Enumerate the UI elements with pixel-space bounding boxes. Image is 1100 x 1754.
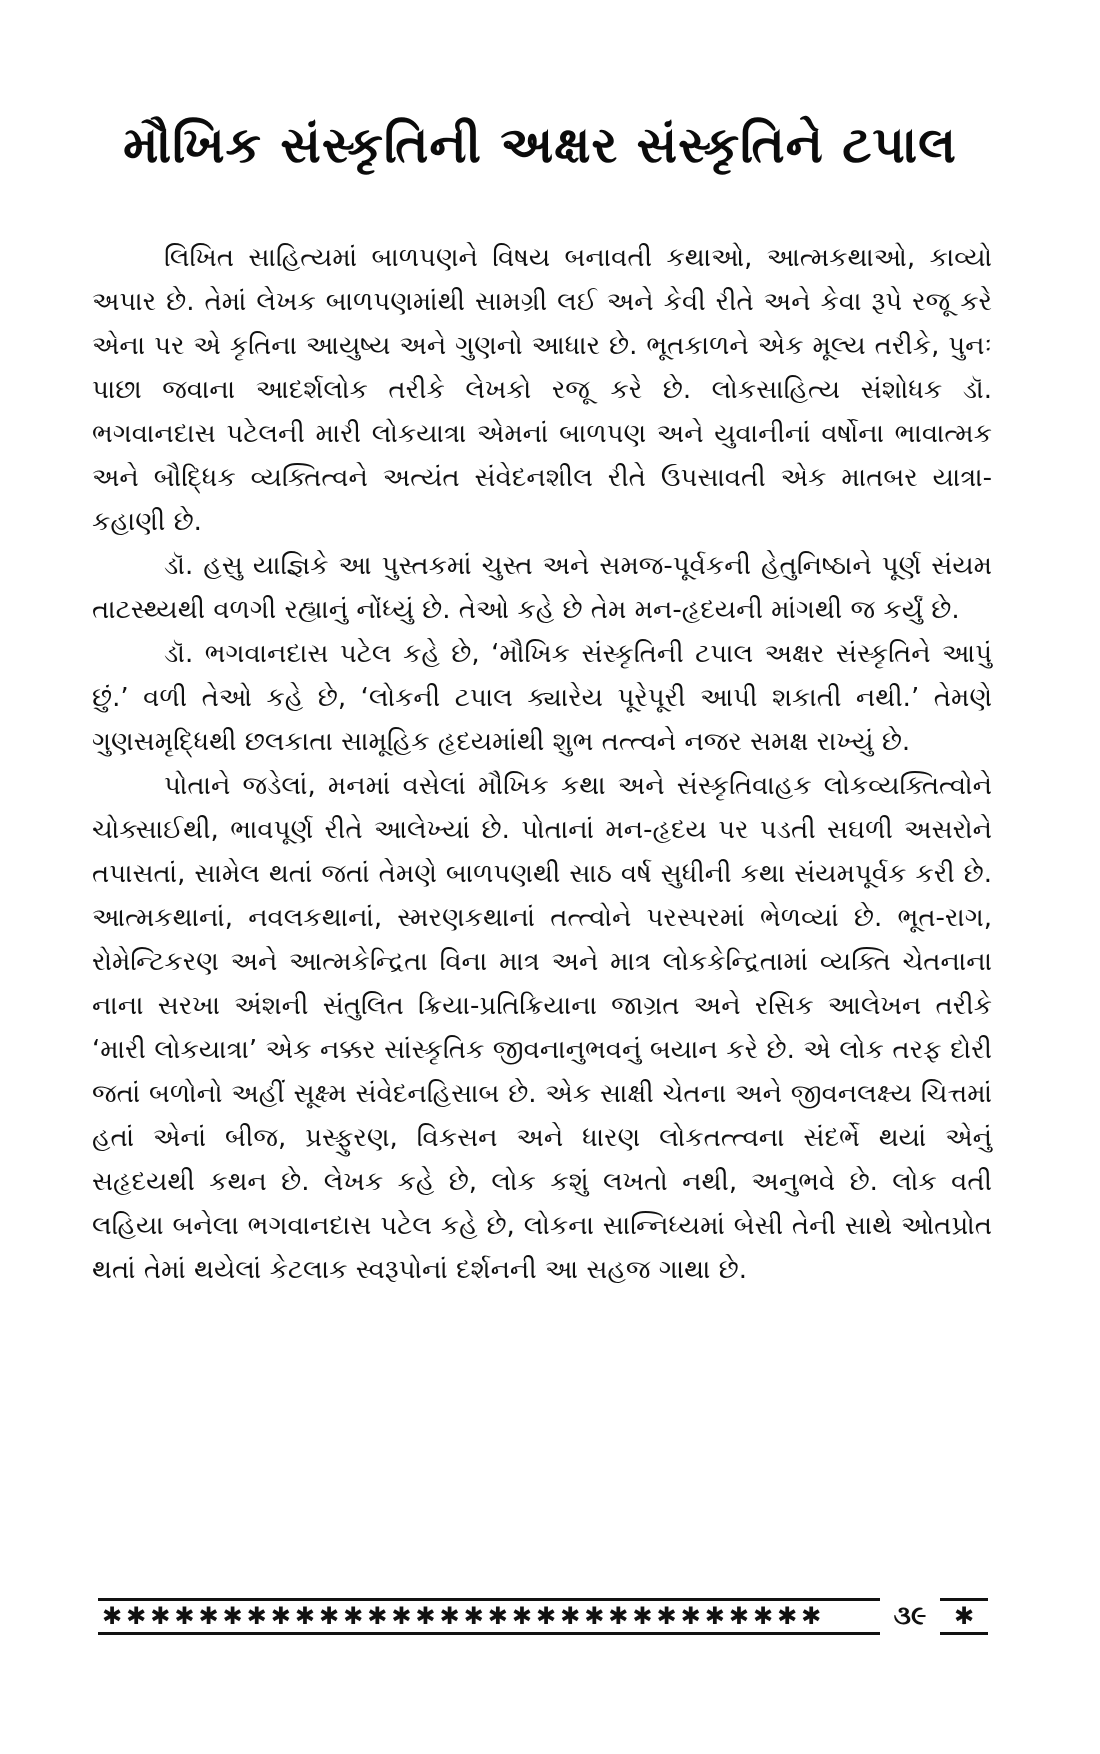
- footer-end-star-icon: ✱: [953, 1602, 975, 1630]
- paragraph-2: ડૉ. હસુ યાજ્ઞિકે આ પુસ્તકમાં ચુસ્ત અને સમજ-પૂર્વકની હેતુનિષ્ઠાને પૂર્ણ સંયમ તાટસ્થ્યથી વળગી રહ્યાનું નોંધ્યું છે. તેઓ કહે છે તેમ મન-હૃદયની માંગથી જ કર્યું છે.: [92, 551, 992, 625]
- footer-star-ornament: ✱✱✱✱✱✱✱✱✱✱✱✱✱✱✱✱✱✱✱✱✱✱✱✱✱✱✱✱✱✱: [102, 1602, 826, 1630]
- paragraph-3: ડૉ. ભગવાનદાસ પટેલ કહે છે, ‘મૌખિક સંસ્કૃતિની ટપાલ અક્ષર સંસ્કૃતિને આપું છું.’ વળી તેઓ કહે છે, ‘લોકની ટપાલ ક્યારેય પૂરેપૂરી આપી શકાતી નથી.’ તેમણે ગુણસમૃદ્ધિથી છલકાતા સામૂહિક હૃદયમાંથી શુભ તત્ત્વને નજર સમક્ષ રાખ્યું છે.: [92, 639, 992, 757]
- page-footer: [98, 1598, 988, 1638]
- paragraph-4: પોતાને જડેલાં, મનમાં વસેલાં મૌખિક કથા અને સંસ્કૃતિવાહક લોકવ્યક્તિત્વોને ચોક્સાઈથી, ભાવપૂર્ણ રીતે આલેખ્યાં છે. પોતાનાં મન-હૃદય પર પડતી સઘળી અસરોને તપાસતાં, સામેલ થતાં જતાં તેમણે બાળપણથી સાઠ વર્ષ સુધીની કથા સંયમપૂર્વક કરી છે. આત્મકથાનાં, નવલકથાનાં, સ્મરણકથાનાં તત્ત્વોને પરસ્પરમાં ભેળવ્યાં છે. ભૂત-રાગ, રોમેન્ટિકરણ અને આત્મકેન્દ્રિતા વિના માત્ર અને માત્ર લોકકેન્દ્રિતામાં વ્યક્તિ ચેતનાના નાના સરખા અંશની સંતુલિત ક્રિયા-પ્રતિક્રિયાના જાગ્રત અને રસિક આલેખન તરીકે ‘મારી લોકયાત્રા’ એક નક્કર સાંસ્કૃતિક જીવનાનુભવનું બયાન કરે છે. એ લોક તરફ દોરી જતાં બળોનો અહીં સૂક્ષ્મ સંવેદનહિસાબ છે. એક સાક્ષી ચેતના અને જીવનલક્ષ્ય ચિત્તમાં હતાં એનાં બીજ, પ્રસ્ફુરણ, વિકસન અને ધારણ લોકતત્ત્વના સંદર્ભે થયાં એનું સહૃદયથી કથન છે. લેખક કહે છે, લોક કશું લખતો નથી, અનુભવે છે. લોક વતી લહિયા બનેલા ભગવાનદાસ પટેલ કહે છે, લોકના સાન્નિધ્યમાં બેસી તેની સાથે ઓતપ્રોત થતાં તેમાં થયેલાં કેટલાક સ્વરૂપોનાં દર્શનની આ સહજ ગાથા છે.: [92, 771, 992, 1285]
- footer-rule-bottom-right: [940, 1632, 988, 1635]
- page-number: ૩૯: [893, 1601, 927, 1631]
- footer-rule-bottom: [98, 1632, 880, 1635]
- chapter-title: મૌખિક સંસ્કૃતિની અક્ષર સંસ્કૃતિને ટપાલ: [123, 116, 957, 174]
- paragraph-1: લિખિત સાહિત્યમાં બાળપણને વિષય બનાવતી કથાઓ, આત્મકથાઓ, કાવ્યો અપાર છે. તેમાં લેખક બાળપણમાંથી સામગ્રી લઈ અને કેવી રીતે અને કેવા રૂપે રજૂ કરે એના પર એ કૃતિના આયુષ્ય અને ગુણનો આધાર છે. ભૂતકાળને એક મૂલ્ય તરીકે, પુનઃ પાછા જવાના આદર્શલોક તરીકે લેખકો રજૂ કરે છે. લોકસાહિત્ય સંશોધક ડૉ. ભગવાનદાસ પટેલની મારી લોકયાત્રા એમનાં બાળપણ અને યુવાનીનાં વર્ષોના ભાવાત્મક અને બૌદ્ધિક વ્યક્તિત્વને અત્યંત સંવેદનશીલ રીતે ઉપસાવતી એક માતબર યાત્રા-કહાણી છે.: [92, 243, 992, 537]
- body-text: [92, 236, 992, 1292]
